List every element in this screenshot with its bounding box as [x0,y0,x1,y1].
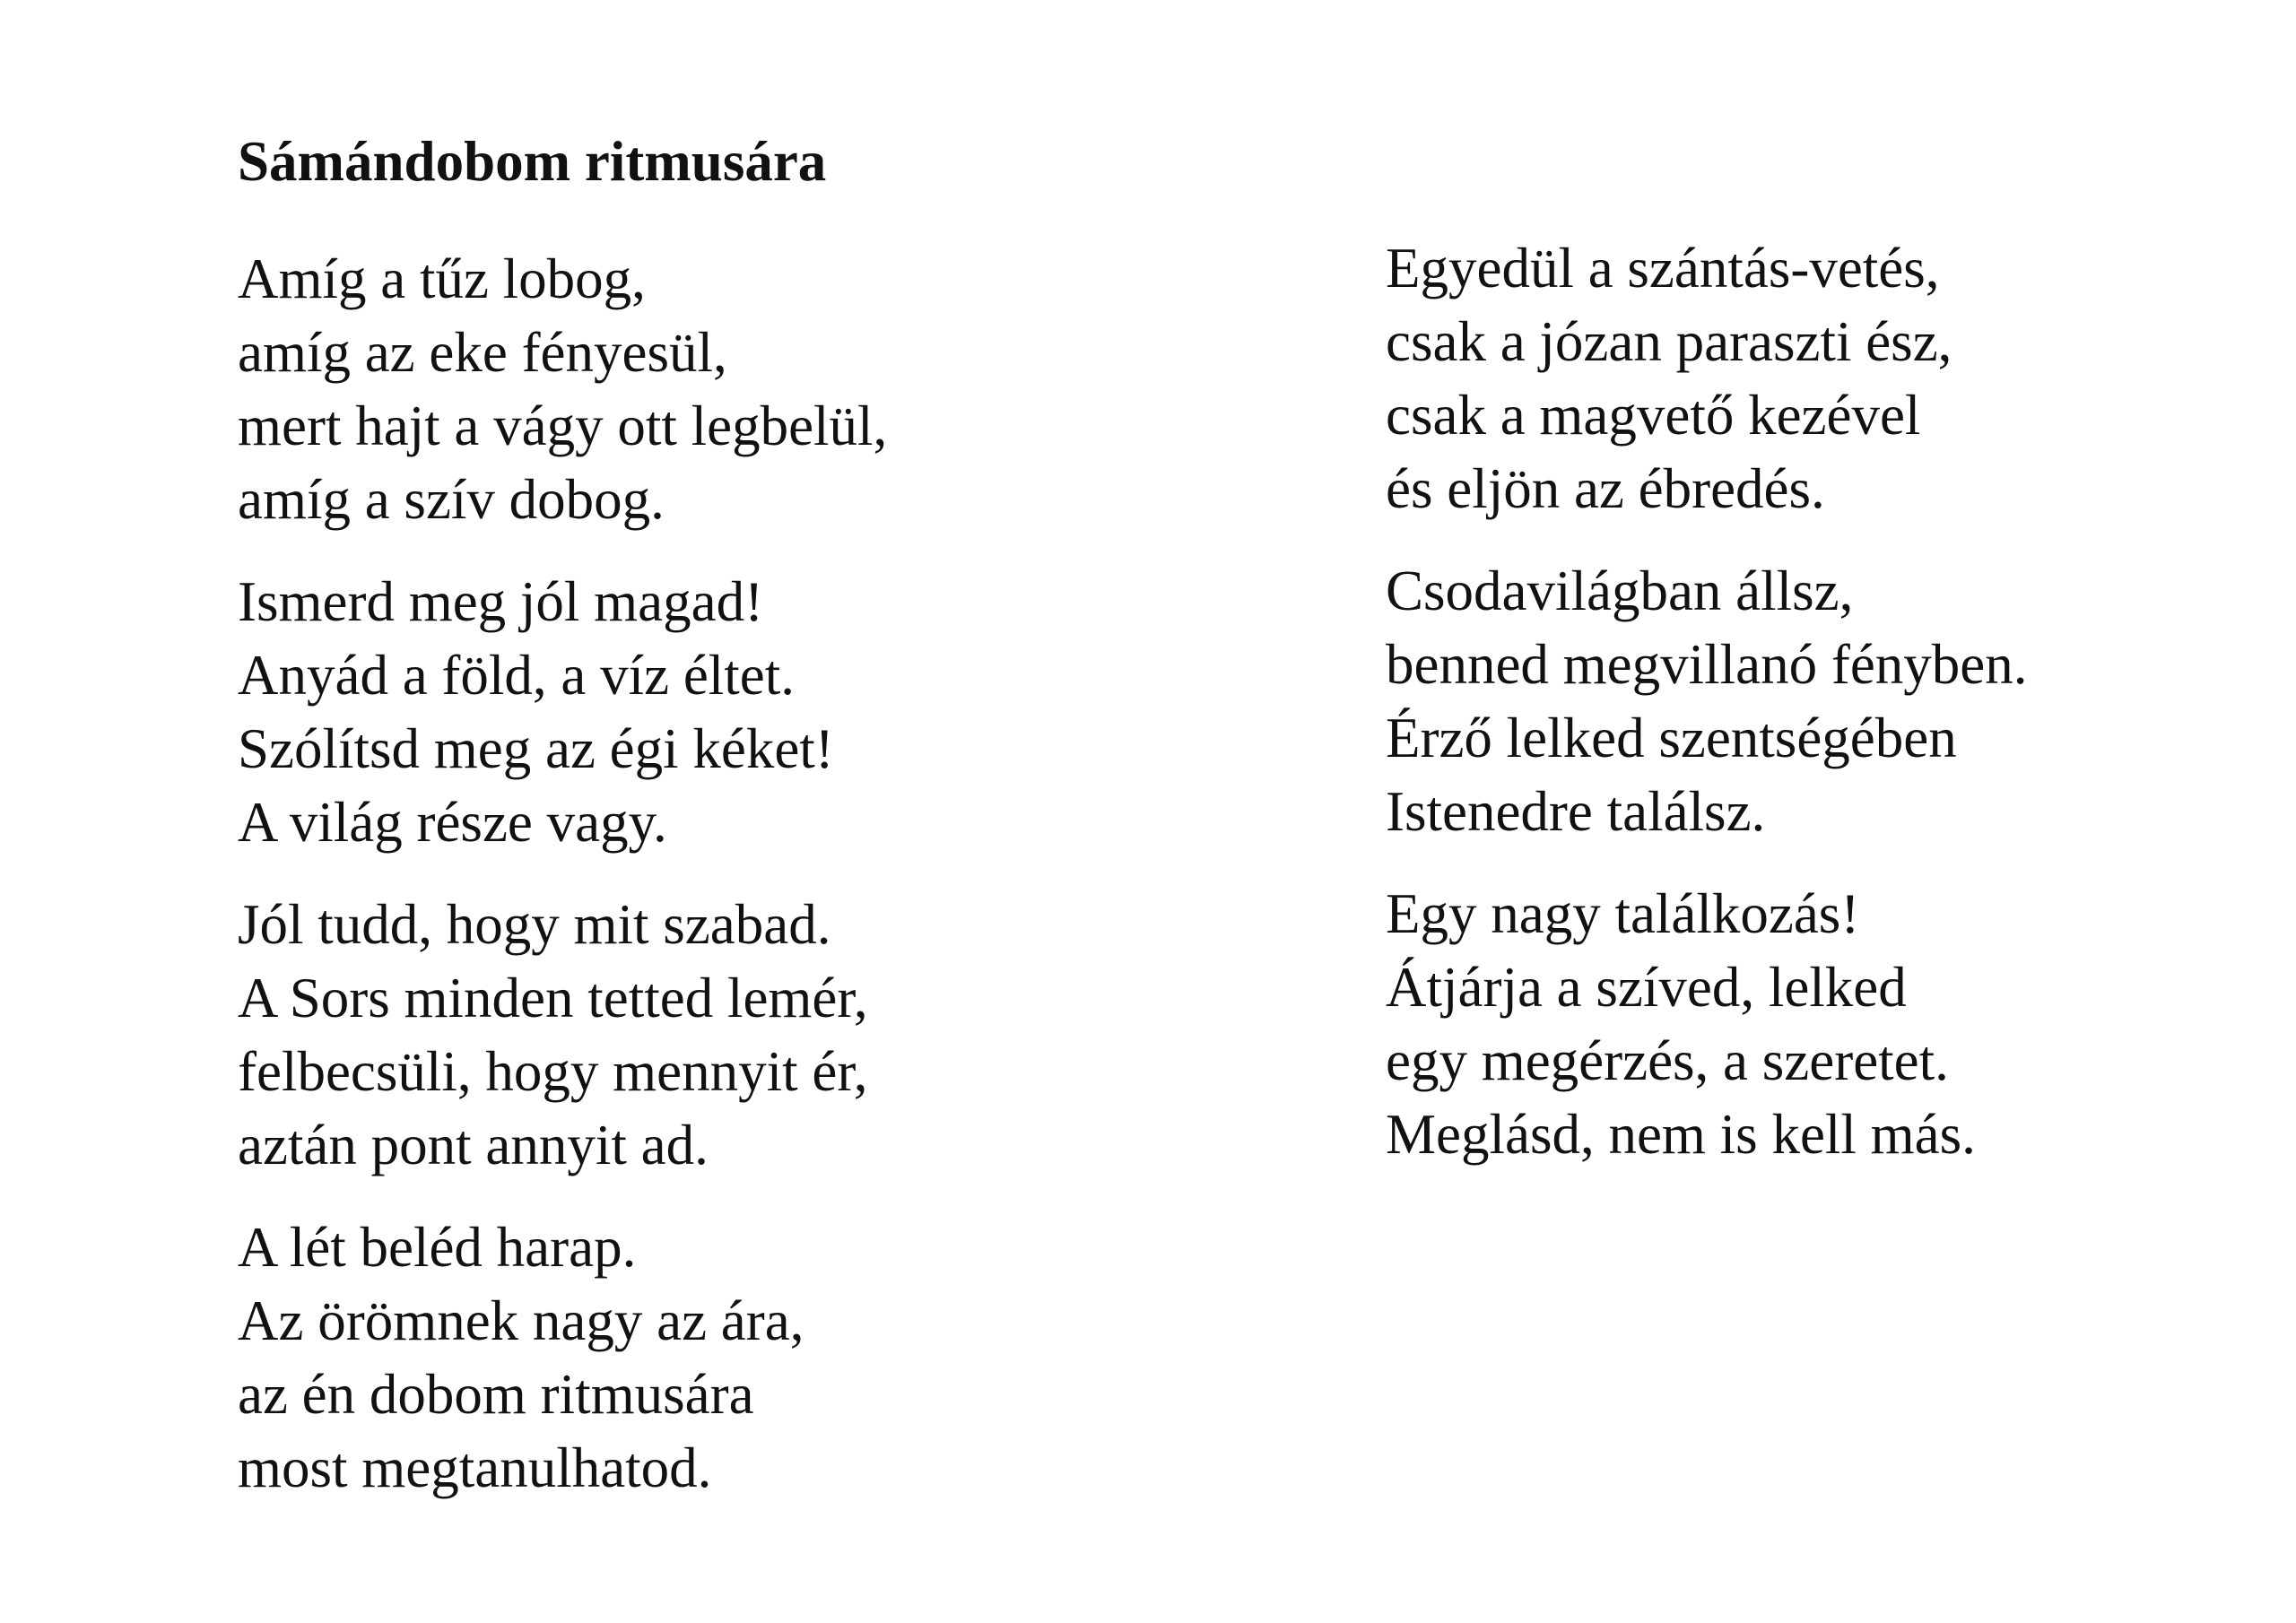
poem-line: az én dobom ritmusára [238,1363,754,1426]
poem-line: Érző lelked szentségében [1386,707,1957,769]
poem-line: Anyád a föld, a víz éltet. [238,644,796,707]
poem-line: amíg az eke fényesül, [238,321,727,384]
poem-line: Átjárja a szíved, lelked [1386,956,1907,1019]
poem-line: és eljön az ébredés. [1386,457,1825,520]
poem-line: Istenedre találsz. [1386,780,1766,843]
poem-line: egy megérzés, a szeretet. [1386,1029,1949,1092]
poem-title: Sámándobom ritmusára [238,130,827,193]
poem-line: A lét beléd harap. [238,1216,637,1279]
poem-line: felbecsüli, hogy mennyit ér, [238,1040,868,1103]
poem-line: Egyedül a szántás-vetés, [1386,237,1940,299]
poem-line: Szólítsd meg az égi kéket! [238,717,834,780]
poem-line: Az örömnek nagy az ára, [238,1289,804,1352]
poem-line: amíg a szív dobog. [238,468,665,531]
stanza [238,242,1224,536]
poem-line: mert hajt a vágy ott legbelül, [238,395,888,457]
poem-line: csak a józan paraszti ész, [1386,310,1952,373]
stanza [238,1211,1224,1505]
stanza [1386,231,2296,525]
poem-line: A Sors minden tetted lemér, [238,967,868,1029]
stanza [1386,554,2296,848]
poem-line: Ismerd meg jól magad! [238,570,764,633]
poem-line: benned megvillanó fényben. [1386,633,2028,696]
stanza [1386,877,2296,1171]
poem-line: aztán pont annyit ad. [238,1114,709,1176]
poem-line: most megtanulhatod. [238,1436,712,1499]
poem-line: Jól tudd, hogy mit szabad. [238,893,831,956]
poem-line: Egy nagy találkozás! [1386,882,1860,945]
poem-line: A világ része vagy. [238,791,667,854]
stanza [238,888,1224,1182]
left-column [238,242,1224,1533]
poem-line: Meglásd, nem is kell más. [1386,1103,1976,1166]
poem-line: csak a magvető kezével [1386,384,1921,447]
stanza [238,565,1224,859]
right-column [1386,231,2296,1200]
poem-line: Amíg a tűz lobog, [238,247,646,310]
poem-line: Csodavilágban állsz, [1386,560,1854,622]
